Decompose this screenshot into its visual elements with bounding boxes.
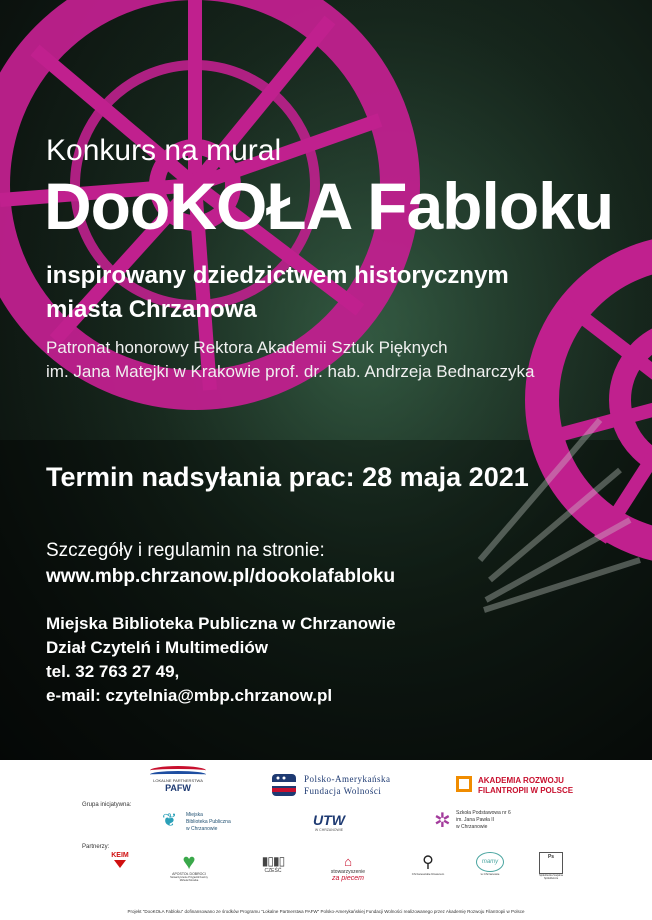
utw-brand: UTW [313, 812, 345, 828]
apostol-line-2: Stowarzyszenie Przyjaciół Kaszny Mohela Pelcarka [170, 876, 208, 882]
details-url[interactable]: www.mbp.chrzanow.pl/dookolafabloku [46, 566, 396, 587]
pafw-main-logo [272, 772, 432, 802]
pafw-line-1: Polsko-Amerykańska [304, 774, 391, 784]
pafw-small-top: LOKALNE PARTNERSTWA [153, 778, 203, 783]
arfp-logo-icon [456, 776, 472, 792]
patronage-line-1: Patronat honorowy Rektora Akademii Sztuk Pięknych [46, 338, 448, 357]
ssp-logo [534, 852, 568, 880]
contact-email[interactable]: e-mail: czytelnia@mbp.chrzanow.pl [46, 686, 333, 705]
keim-brand: KEIM [111, 852, 129, 859]
keim-logo [106, 852, 134, 868]
contest-subtitle: Konkurs na mural [46, 134, 282, 167]
mbp-line-3: w Chrzanowie [186, 826, 218, 832]
utw-sub: W CHRZANOWIE [314, 828, 344, 832]
bike-logo [410, 852, 446, 876]
book-icon: ❦ [162, 810, 178, 830]
mamy-brand: mamy [476, 852, 504, 872]
patronage-line-2: im. Jana Matejki w Krakowie prof. dr. hab. Andrzeja Bednarczyka [46, 362, 535, 381]
mbp-line-2: Biblioteka Publiczna [186, 819, 231, 825]
contact-organization: Miejska Biblioteka Publiczna w Chrzanowie [46, 614, 396, 633]
ssp-brand: Ps [547, 854, 555, 860]
submission-deadline: Termin nadsyłania prac: 28 maja 2021 [46, 462, 529, 492]
pafw-line-2: Fundacja Wolności [304, 786, 382, 796]
inspired-line-1: inspirowany dziedzictwem historycznym [46, 262, 509, 289]
zapiec-line-2: za piecem [332, 875, 364, 882]
zapiec-line-1: stowarzyszenie [330, 869, 366, 875]
mbp-line-1: Miejska [186, 812, 203, 818]
bike-icon: ⚲ [422, 854, 434, 871]
flag-icon [272, 774, 296, 796]
contest-title: DooKOŁA Fabloku [44, 169, 614, 243]
mamy-logo [472, 852, 508, 876]
contact-department: Dział Czytelń i Multimediów [46, 638, 268, 657]
school-icon: ✲ [434, 810, 451, 832]
pafw-small-logo [150, 766, 206, 793]
czesc-logo: ▮▯▮▯ CZEŚĆ [258, 854, 288, 874]
apostol-logo [166, 849, 212, 882]
contact-phone: tel. 32 763 27 49, [46, 662, 180, 681]
utw-logo [306, 812, 352, 838]
arfp-line-1: AKADEMIA ROZWOJU [478, 776, 564, 785]
mamy-sub: w Chrzanowie [480, 872, 500, 876]
sp6-logo [434, 808, 554, 838]
ssp-line: Spółdzielnia Socjalna Spółdzielcza [539, 874, 563, 880]
pafw-small-brand: PAFW [165, 783, 191, 793]
apostol-line-1: APOSTOŁ DOBROCI [172, 872, 206, 876]
inspired-line-2: miasta Chrzanowa [46, 296, 257, 323]
bike-brand: Chrzanowskie Rowerem [411, 872, 445, 876]
group-label: Grupa inicjatywna: [82, 802, 132, 808]
funding-note: Projekt "DooKOŁA Fabloku" dofinansowano ze środków Programu "Lokalne Partnerstwa PAFW" Polsko-Amerykańskiej Fundacji Wolności realizowanego przez Akademię Rozwoju Filantropii w Polsce [127, 909, 525, 914]
mbp-logo [162, 808, 272, 838]
sp6-line-1: Szkoła Podstawowa nr 6 [456, 810, 511, 816]
details-label: Szczegóły i regulamin na stronie: [46, 540, 325, 561]
sp6-line-2: im. Jana Pawła II [456, 817, 495, 823]
arfp-logo [456, 772, 606, 798]
arfp-line-2: FILANTROPII W POLSCE [478, 786, 574, 795]
sp6-line-3: w Chrzanowie [456, 824, 488, 830]
sponsors-footer [0, 760, 652, 920]
zapiec-logo: ⌂ stowarzyszenie za piecem [320, 854, 376, 882]
partners-label: Partnerzy: [82, 844, 110, 850]
czesc-brand: CZEŚĆ [264, 868, 282, 874]
heart-icon: ♥ [182, 849, 196, 874]
